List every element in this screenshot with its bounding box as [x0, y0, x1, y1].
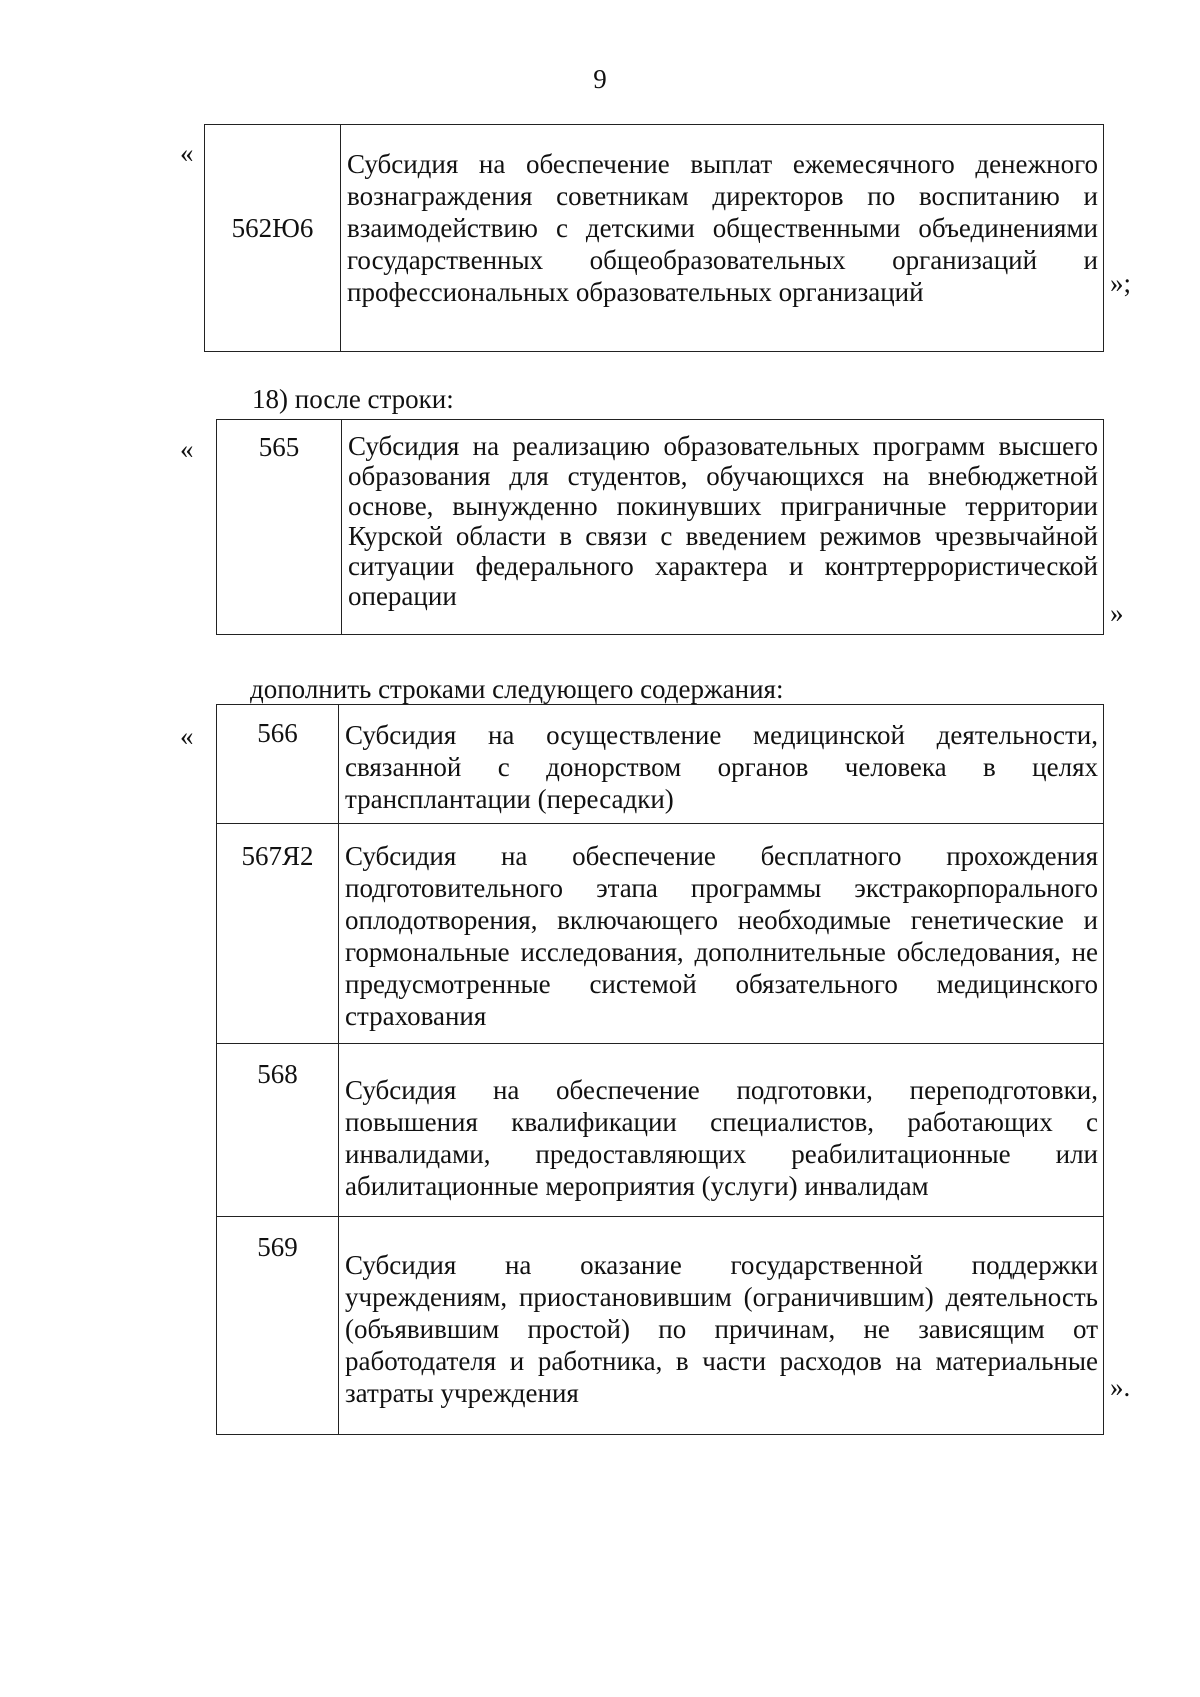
row-description: Субсидия на оказание государственной поддержки учреждениям, приостановившим (ограничившим) деятельность (объявившим простой) по причинам, не зависящим от работодателя и работника, в части расходов на материальные затраты учреждения [339, 1217, 1104, 1435]
opening-quote: « [180, 721, 194, 751]
row-code: 562Ю6 [205, 125, 341, 352]
row-description: Субсидия на обеспечение бесплатного прохождения подготовительного этапа программы экстракорпорального оплодотворения, включающего необходимые генетические и гормональные исследования, дополнительные обследования, не предусмотренные системой обязательного медицинского страхования [339, 824, 1104, 1044]
row-code: 568 [217, 1044, 339, 1217]
paragraph-add: дополнить строками следующего содержания: [250, 674, 784, 704]
opening-quote: « [180, 434, 194, 464]
table-row [217, 420, 1104, 635]
table-row [217, 824, 1104, 1044]
row-description: Субсидия на осуществление медицинской деятельности, связанной с донорством органов человека в целях трансплантации (пересадки) [339, 705, 1104, 824]
page-number: 9 [593, 64, 607, 94]
table-block-2 [216, 419, 1104, 635]
table-row [205, 125, 1104, 352]
table-row [217, 705, 1104, 824]
closing-quote: ». [1110, 1372, 1131, 1402]
closing-quote: »; [1110, 268, 1132, 298]
row-description: Субсидия на реализацию образовательных программ высшего образования для студентов, обучающихся на внебюджетной основе, вынужденно покинувших приграничные территории Курской области в связи с введением режимов чрезвычайной ситуации федерального характера и контртеррористической операции [342, 420, 1104, 635]
paragraph-18: 18) после строки: [252, 384, 454, 414]
row-code: 565 [217, 420, 342, 635]
row-code: 566 [217, 705, 339, 824]
table-row [217, 1044, 1104, 1217]
row-code: 569 [217, 1217, 339, 1435]
closing-quote: » [1110, 598, 1124, 628]
row-description: Субсидия на обеспечение подготовки, переподготовки, повышения квалификации специалистов, работающих с инвалидами, предоставляющих реабилитационные или абилитационные мероприятия (услуги) инвалидам [339, 1044, 1104, 1217]
table-block-1 [204, 124, 1104, 352]
opening-quote: « [180, 138, 194, 168]
table-block-3 [216, 704, 1104, 1435]
table-row [217, 1217, 1104, 1435]
row-description: Субсидия на обеспечение выплат ежемесячного денежного вознаграждения советникам директоров по воспитанию и взаимодействию с детскими общественными объединениями государственных общеобразовательных организаций и профессиональных образовательных организаций [341, 125, 1104, 352]
row-code: 567Я2 [217, 824, 339, 1044]
